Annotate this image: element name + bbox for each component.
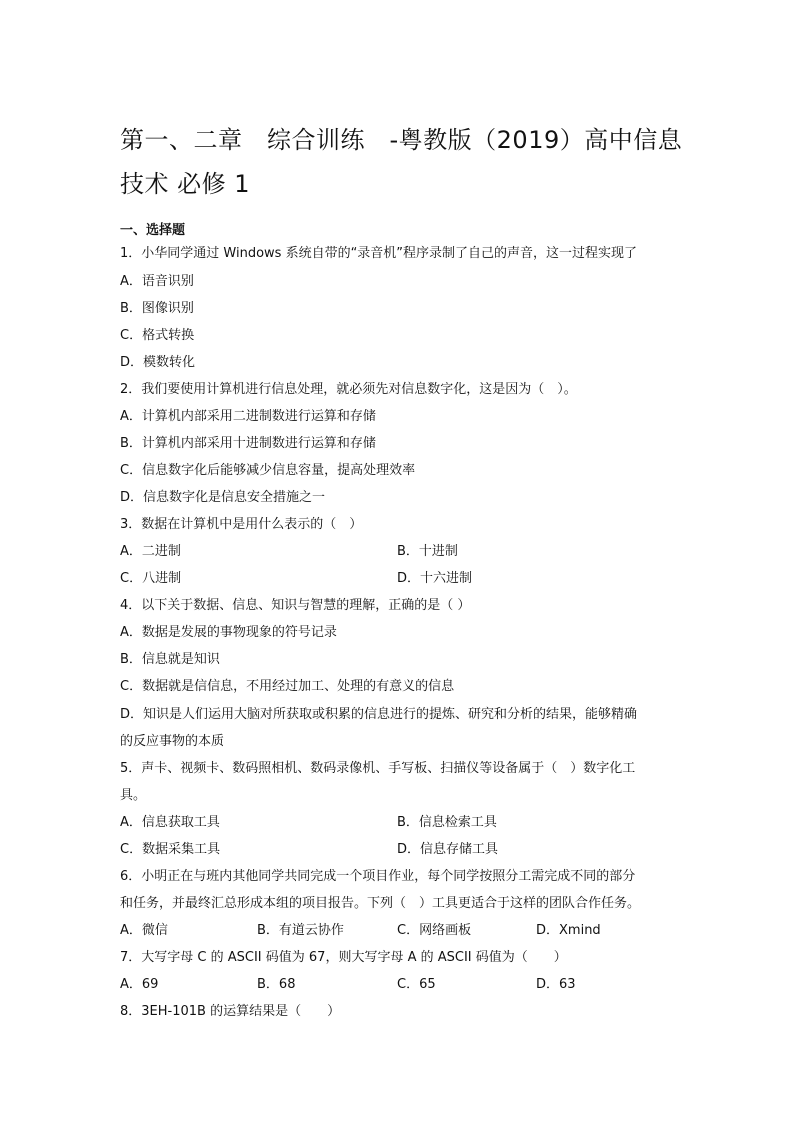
question-4-stem: 4．以下关于数据、信息、知识与智慧的理解，正确的是（ ） — [120, 598, 471, 613]
question-7-option-b: B．68 — [257, 977, 296, 992]
question-2-stem: 2．我们要使用计算机进行信息处理，就必须先对信息数字化，这是因为（ ）。 — [120, 382, 577, 397]
document-title: 第一、二章 综合训练 -粤教版（2019）高中信息技术 必修 1 — [120, 126, 683, 198]
question-3-options-row-2 — [120, 569, 680, 589]
question-2-option-b: B．计算机内部采用十进制数进行运算和存储 — [120, 436, 376, 451]
question-2-option-d: D．信息数字化是信息安全措施之一 — [120, 490, 326, 505]
question-5-options-row-2 — [120, 840, 680, 860]
question-6-option-d: D．Xmind — [536, 923, 601, 938]
question-6-option-b: B．有道云协作 — [257, 923, 344, 938]
question-3-option-d: D．十六进制 — [397, 571, 473, 586]
question-8-stem: 8．3EH-101B 的运算结果是（ ） — [120, 1004, 341, 1019]
question-5-option-d: D．信息存储工具 — [397, 842, 499, 857]
question-1-option-d: D．模数转化 — [120, 355, 196, 370]
question-7-stem: 7．大写字母 C 的 ASCII 码值为 67，则大写字母 A 的 ASCII 码值为（ ） — [120, 950, 567, 965]
section-heading: 一、选择题 — [120, 223, 186, 238]
question-6-options-row — [120, 921, 680, 941]
question-6-stem: 6．小明正在与班内其他同学共同完成一个项目作业，每个同学按照分工需完成不同的部分 — [120, 869, 636, 884]
question-2-option-a: A．计算机内部采用二进制数进行运算和存储 — [120, 409, 376, 424]
question-4-option-b: B．信息就是知识 — [120, 652, 220, 667]
question-3-option-c: C．八进制 — [120, 571, 182, 586]
question-4-option-a: A．数据是发展的事物现象的符号记录 — [120, 625, 337, 640]
question-5-stem-continued: 具。 — [120, 788, 147, 803]
question-6-option-c: C．网络画板 — [397, 923, 472, 938]
question-3-option-b: B．十进制 — [397, 544, 458, 559]
question-3-option-a: A．二进制 — [120, 544, 181, 559]
question-3-options-row-1 — [120, 542, 680, 562]
question-1-option-c: C．格式转换 — [120, 328, 195, 343]
question-1-option-b: B．图像识别 — [120, 301, 194, 316]
question-7-option-d: D．63 — [536, 977, 576, 992]
question-2-option-c: C．信息数字化后能够减少信息容量，提高处理效率 — [120, 463, 416, 478]
question-5-option-a: A．信息获取工具 — [120, 815, 220, 830]
question-7-option-c: C．65 — [397, 977, 436, 992]
question-5-option-b: B．信息检索工具 — [397, 815, 497, 830]
question-5-stem: 5．声卡、视频卡、数码照相机、数码录像机、手写板、扫描仪等设备属于（ ）数字化工 — [120, 761, 636, 776]
question-6-stem-continued: 和任务，并最终汇总形成本组的项目报告。下列（ ）工具更适合于这样的团队合作任务。 — [120, 896, 641, 911]
question-6-option-a: A．微信 — [120, 923, 168, 938]
question-4-option-c: C．数据就是信信息，不用经过加工、处理的有意义的信息 — [120, 679, 455, 694]
question-7-option-a: A．69 — [120, 977, 159, 992]
question-5-options-row-1 — [120, 813, 680, 833]
question-7-options-row — [120, 975, 680, 995]
question-3-stem: 3．数据在计算机中是用什么表示的（ ） — [120, 517, 363, 532]
question-1-option-a: A．语音识别 — [120, 274, 194, 289]
question-5-option-c: C．数据采集工具 — [120, 842, 221, 857]
question-4-option-d-continued: 的反应事物的本质 — [120, 734, 225, 749]
question-4-option-d: D．知识是人们运用大脑对所获取或积累的信息进行的提炼、研究和分析的结果，能够精确 — [120, 707, 638, 722]
question-1-stem: 1．小华同学通过 Windows 系统自带的“录音机”程序录制了自己的声音，这一过程实现了 — [120, 246, 638, 261]
